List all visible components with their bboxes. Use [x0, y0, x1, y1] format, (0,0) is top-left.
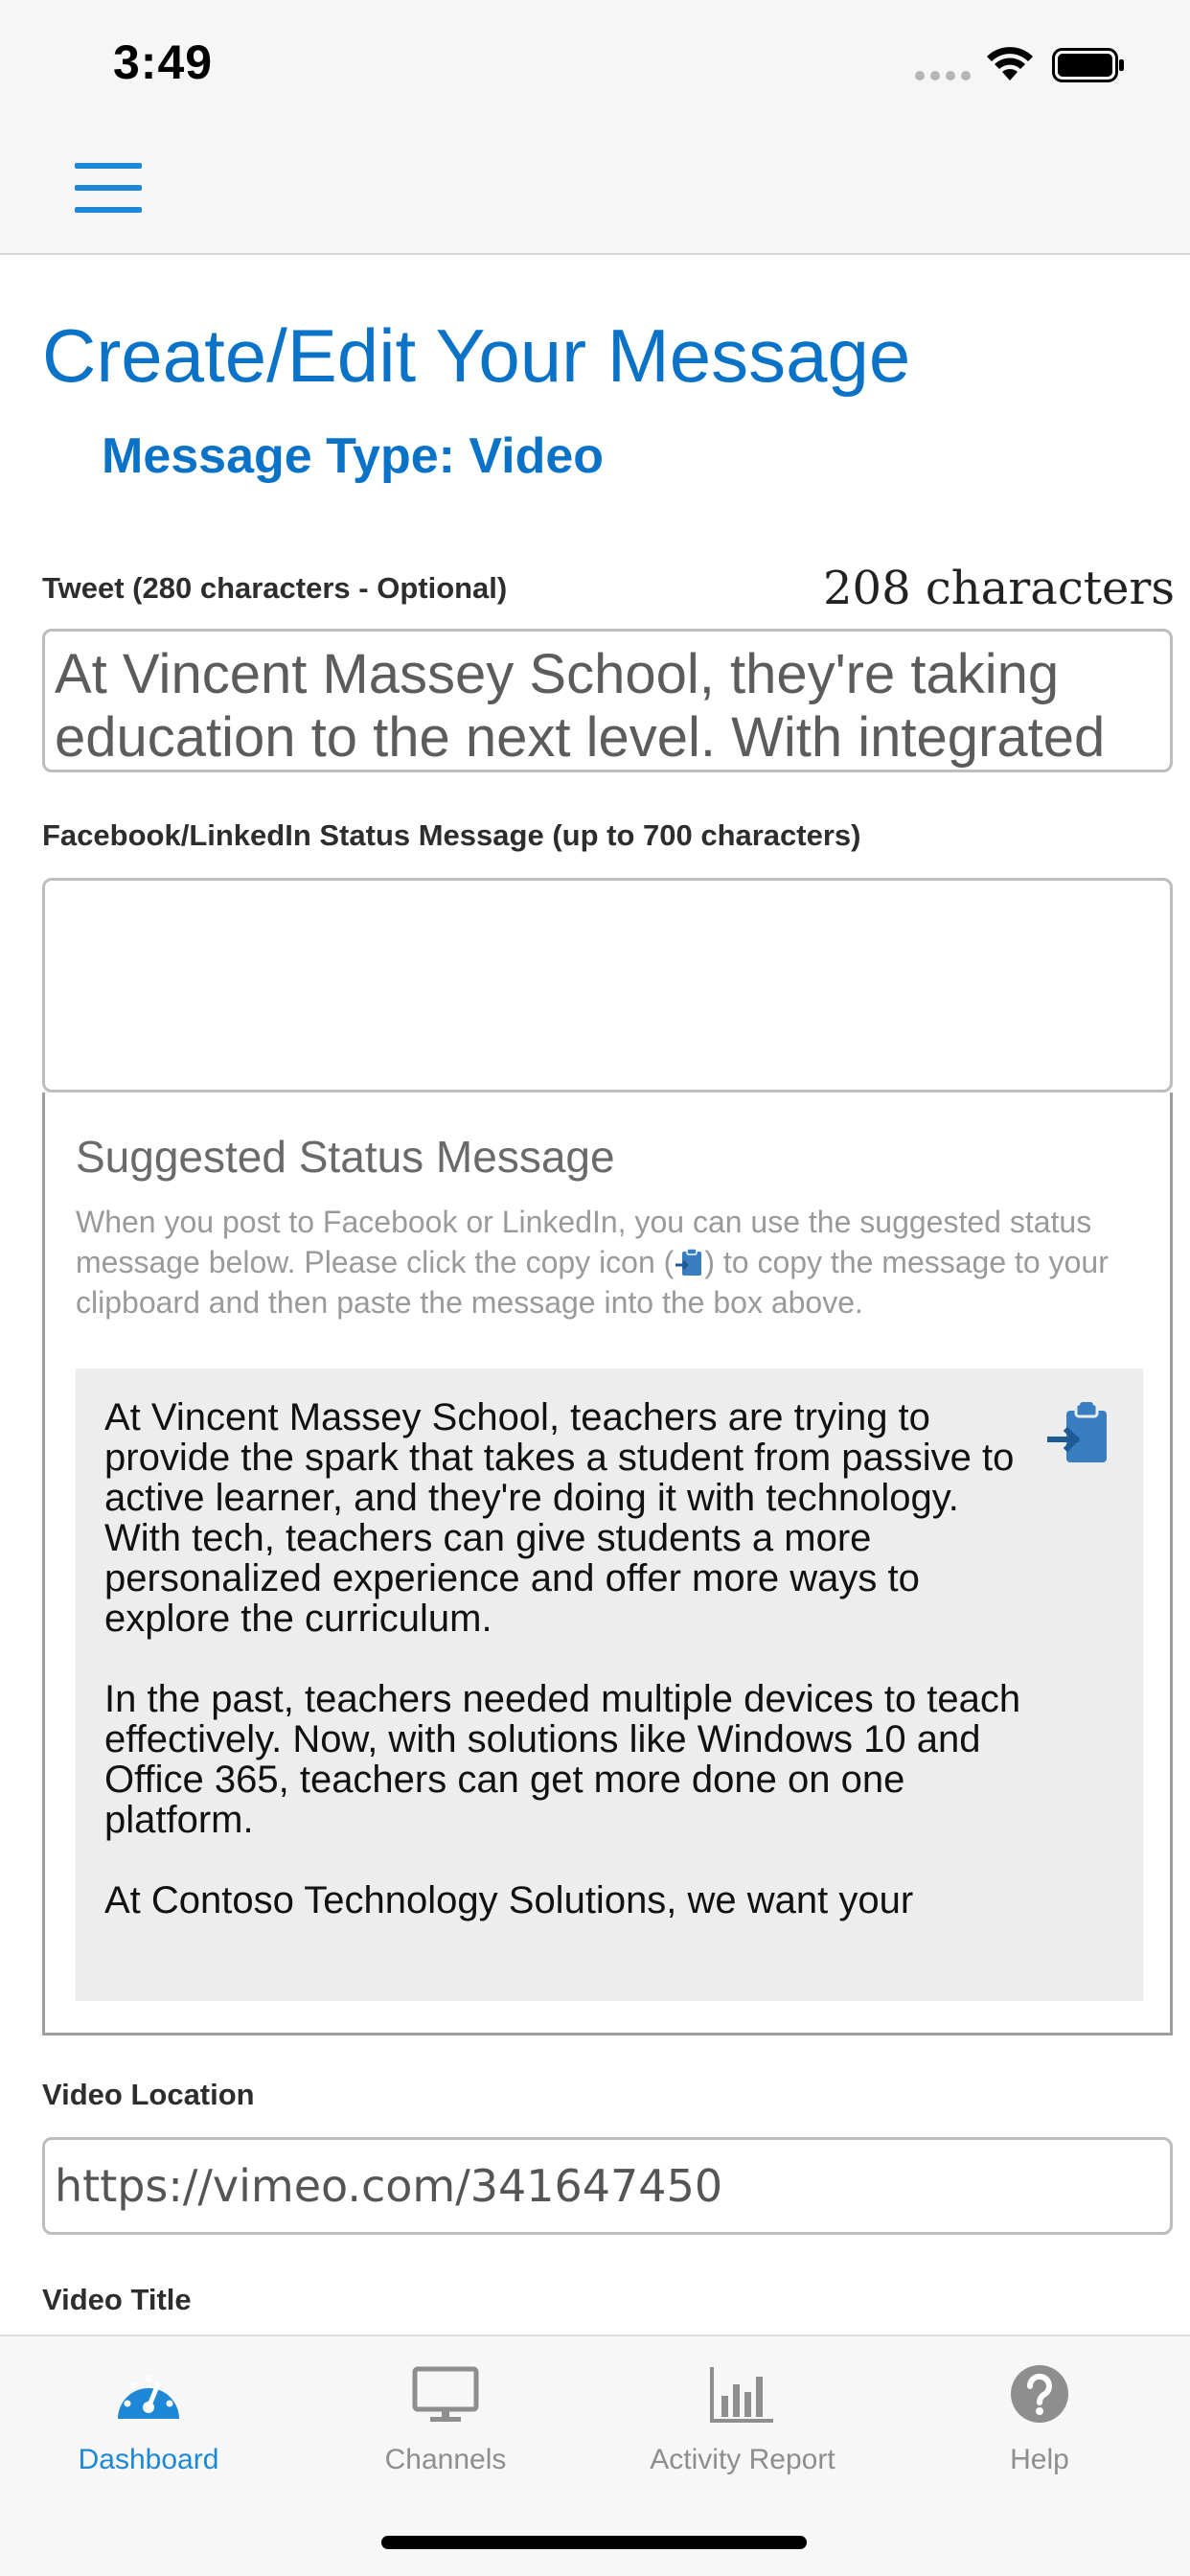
battery-icon	[1052, 48, 1125, 82]
tweet-input[interactable]: At Vincent Massey School, they're taking education to the next level. With integrated	[42, 629, 1173, 772]
tab-dashboard-label: Dashboard	[78, 2444, 219, 2475]
tab-channels[interactable]	[297, 2336, 594, 2499]
cellular-signal-icon	[915, 71, 971, 80]
facebook-status-input[interactable]	[42, 878, 1173, 1092]
page-title: Create/Edit Your Message	[42, 313, 911, 398]
bar-chart-icon	[708, 2363, 777, 2425]
tweet-char-count: 208 characters	[822, 562, 1175, 615]
suggested-message-box	[76, 1368, 1143, 2001]
suggested-desc-part1: When you post to Facebook or LinkedIn, you can use the suggested status message below. Please click the copy icon (	[76, 1205, 1092, 1279]
copy-to-clipboard-icon[interactable]	[1047, 1401, 1112, 1466]
facebook-status-label: Facebook/LinkedIn Status Message (up to 700 characters)	[42, 818, 861, 852]
suggested-paragraph: At Contoso Technology Solutions, we want your	[104, 1879, 914, 1921]
hamburger-menu-icon[interactable]	[75, 163, 142, 213]
monitor-icon	[411, 2363, 480, 2425]
suggested-desc-part2: ) to copy the message to your clipboard and then paste the message into the box above.	[76, 1245, 1109, 1320]
suggested-status-description	[76, 1202, 1139, 1322]
tab-channels-label: Channels	[384, 2444, 507, 2475]
wifi-icon	[985, 44, 1035, 82]
tab-help[interactable]	[891, 2336, 1188, 2499]
help-icon	[1005, 2363, 1074, 2425]
tab-activity-report[interactable]	[594, 2336, 891, 2499]
message-type-heading: Message Type: Video	[102, 428, 605, 484]
suggested-paragraph: In the past, teachers needed multiple devices to teach effectively. Now, with solutions like Windows 10 and Office 365, teachers can get more done on one platform.	[104, 1678, 1021, 1841]
video-title-label: Video Title	[42, 2283, 192, 2316]
tab-activity-report-label: Activity Report	[650, 2444, 835, 2475]
video-location-label: Video Location	[42, 2078, 255, 2111]
dashboard-gauge-icon	[114, 2363, 183, 2425]
home-indicator	[381, 2536, 807, 2549]
clipboard-copy-icon	[674, 1247, 704, 1277]
video-location-input[interactable]: https://vimeo.com/341647450	[42, 2137, 1173, 2235]
tweet-label: Tweet (280 characters - Optional)	[42, 571, 508, 605]
status-time: 3:49	[113, 35, 214, 89]
suggested-paragraph: At Vincent Massey School, teachers are trying to provide the spark that takes a student from passive to active learner, and they're doing it with technology. With tech, teachers can give students a more personalized experience and offer more ways to explore the curriculum.	[104, 1396, 1015, 1640]
suggested-message-text	[104, 1397, 1024, 1961]
top-bar	[0, 0, 1190, 255]
tab-dashboard[interactable]	[0, 2336, 297, 2499]
tab-help-label: Help	[1010, 2444, 1069, 2475]
suggested-status-title: Suggested Status Message	[76, 1132, 615, 1182]
suggested-status-panel	[42, 1092, 1173, 2036]
